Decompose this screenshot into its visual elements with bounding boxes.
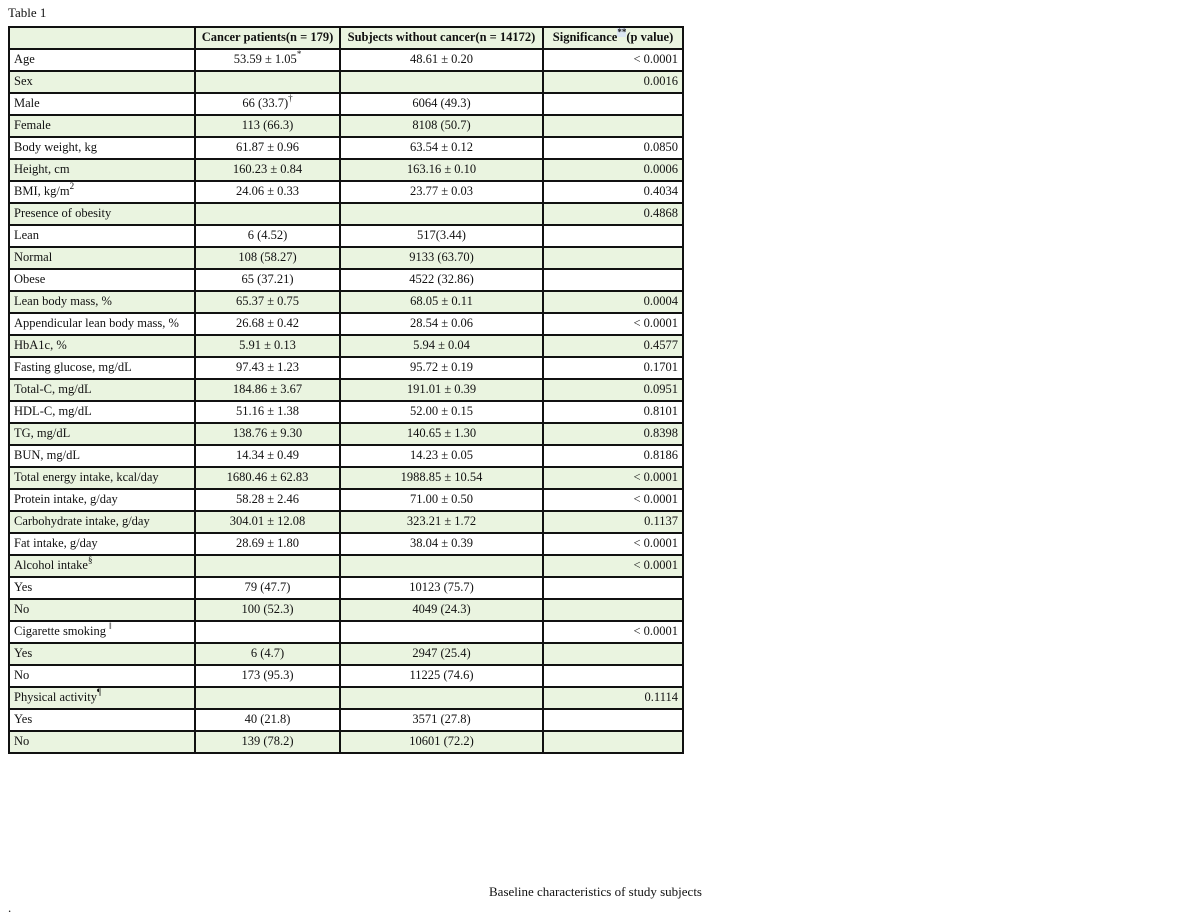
without-cancer-cell: 163.16 ± 0.10	[340, 159, 543, 181]
p-value-cell: 0.1114	[543, 687, 683, 709]
cancer-patients-cell	[195, 115, 340, 137]
row-label-footnote-mark: §	[87, 555, 93, 565]
table-row	[9, 313, 683, 335]
p-value-cell: 0.0004	[543, 291, 683, 313]
p-value-cell	[543, 247, 683, 269]
cancer-patients-value: 53.59 ± 1.05	[233, 52, 297, 66]
row-label: Height, cm	[14, 162, 70, 176]
table-row	[9, 533, 683, 555]
row-label: Physical activity	[14, 690, 97, 704]
p-value-cell: < 0.0001	[543, 489, 683, 511]
cancer-patients-cell	[195, 511, 340, 533]
row-label: Carbohydrate intake, g/day	[14, 514, 150, 528]
header-row	[9, 27, 683, 49]
row-label-cell	[9, 511, 195, 533]
p-value-cell	[543, 643, 683, 665]
row-label: Protein intake, g/day	[14, 492, 118, 506]
row-label: Obese	[14, 272, 46, 286]
p-value-cell: 0.1137	[543, 511, 683, 533]
row-label: Appendicular lean body mass, %	[14, 316, 179, 330]
row-label: Age	[14, 52, 35, 66]
row-label-cell	[9, 687, 195, 709]
p-value-cell	[543, 709, 683, 731]
table-row	[9, 49, 683, 71]
row-label: Presence of obesity	[14, 206, 112, 220]
cancer-patients-cell	[195, 49, 340, 71]
footer-mark: .	[8, 900, 12, 915]
row-label-cell	[9, 445, 195, 467]
without-cancer-cell: 6064 (49.3)	[340, 93, 543, 115]
cancer-patients-cell	[195, 401, 340, 423]
row-label: Male	[14, 96, 40, 110]
without-cancer-cell: 9133 (63.70)	[340, 247, 543, 269]
cancer-patients-value: 5.91 ± 0.13	[239, 338, 296, 352]
table-row	[9, 731, 683, 753]
row-label-cell	[9, 137, 195, 159]
cancer-patients-footnote-mark: *	[296, 49, 302, 59]
cancer-patients-value: 65 (37.21)	[241, 272, 294, 286]
header-subjects-without-cancer: Subjects without cancer(n = 14172)	[340, 27, 543, 49]
row-label: No	[14, 602, 30, 616]
without-cancer-cell: 5.94 ± 0.04	[340, 335, 543, 357]
without-cancer-cell: 140.65 ± 1.30	[340, 423, 543, 445]
table-row	[9, 445, 683, 467]
without-cancer-cell: 52.00 ± 0.15	[340, 401, 543, 423]
table-row	[9, 71, 683, 93]
row-label-cell	[9, 269, 195, 291]
without-cancer-cell	[340, 71, 543, 93]
table-row	[9, 203, 683, 225]
row-label-footnote-mark: ‖	[109, 621, 112, 631]
cancer-patients-cell	[195, 379, 340, 401]
table-row	[9, 247, 683, 269]
p-value-cell: < 0.0001	[543, 467, 683, 489]
row-label-cell	[9, 665, 195, 687]
row-label: BUN, mg/dL	[14, 448, 80, 462]
p-value-cell: < 0.0001	[543, 621, 683, 643]
without-cancer-cell: 1988.85 ± 10.54	[340, 467, 543, 489]
p-value-cell: 0.8398	[543, 423, 683, 445]
table-row	[9, 225, 683, 247]
row-label-cell	[9, 577, 195, 599]
without-cancer-cell: 68.05 ± 0.11	[340, 291, 543, 313]
cancer-patients-value: 304.01 ± 12.08	[229, 514, 306, 528]
cancer-patients-cell	[195, 643, 340, 665]
cancer-patients-cell	[195, 621, 340, 643]
header-significance	[543, 27, 683, 49]
cancer-patients-cell	[195, 181, 340, 203]
p-value-cell	[543, 225, 683, 247]
without-cancer-cell: 71.00 ± 0.50	[340, 489, 543, 511]
without-cancer-cell: 11225 (74.6)	[340, 665, 543, 687]
row-label-footnote-mark: 2	[69, 181, 75, 191]
row-label-cell	[9, 731, 195, 753]
cancer-patients-cell	[195, 423, 340, 445]
row-label-cell	[9, 709, 195, 731]
without-cancer-cell: 63.54 ± 0.12	[340, 137, 543, 159]
table-row	[9, 665, 683, 687]
cancer-patients-cell	[195, 709, 340, 731]
without-cancer-cell	[340, 203, 543, 225]
without-cancer-cell	[340, 555, 543, 577]
without-cancer-cell: 517(3.44)	[340, 225, 543, 247]
cancer-patients-value: 113 (66.3)	[241, 118, 294, 132]
cancer-patients-cell	[195, 71, 340, 93]
cancer-patients-cell	[195, 137, 340, 159]
cancer-patients-cell	[195, 687, 340, 709]
row-label: Sex	[14, 74, 33, 88]
p-value-cell: 0.0850	[543, 137, 683, 159]
table-row	[9, 357, 683, 379]
header-significance-mark: **	[617, 27, 627, 37]
without-cancer-cell: 10123 (75.7)	[340, 577, 543, 599]
p-value-cell: 0.4577	[543, 335, 683, 357]
p-value-cell: 0.0951	[543, 379, 683, 401]
p-value-cell: 0.8186	[543, 445, 683, 467]
row-label-cell	[9, 643, 195, 665]
table-row	[9, 269, 683, 291]
row-label: TG, mg/dL	[14, 426, 71, 440]
p-value-cell	[543, 115, 683, 137]
cancer-patients-cell	[195, 467, 340, 489]
without-cancer-cell	[340, 687, 543, 709]
row-label-cell	[9, 313, 195, 335]
table-row	[9, 709, 683, 731]
row-label: Fasting glucose, mg/dL	[14, 360, 132, 374]
row-label-cell	[9, 247, 195, 269]
row-label: Alcohol intake	[14, 558, 88, 572]
cancer-patients-cell	[195, 269, 340, 291]
cancer-patients-value: 138.76 ± 9.30	[232, 426, 303, 440]
p-value-cell	[543, 269, 683, 291]
p-value-cell: < 0.0001	[543, 49, 683, 71]
row-label-cell	[9, 489, 195, 511]
row-label: Yes	[14, 712, 33, 726]
without-cancer-cell: 14.23 ± 0.05	[340, 445, 543, 467]
without-cancer-cell: 3571 (27.8)	[340, 709, 543, 731]
table-row	[9, 159, 683, 181]
cancer-patients-value: 26.68 ± 0.42	[235, 316, 300, 330]
row-label-cell	[9, 379, 195, 401]
table-row	[9, 181, 683, 203]
table-row	[9, 555, 683, 577]
row-label: BMI, kg/m	[14, 184, 70, 198]
cancer-patients-cell	[195, 489, 340, 511]
p-value-cell: 0.8101	[543, 401, 683, 423]
row-label-cell	[9, 621, 195, 643]
cancer-patients-value: 24.06 ± 0.33	[235, 184, 300, 198]
cancer-patients-cell	[195, 225, 340, 247]
row-label-cell	[9, 533, 195, 555]
without-cancer-cell: 323.21 ± 1.72	[340, 511, 543, 533]
row-label: HDL-C, mg/dL	[14, 404, 92, 418]
p-value-cell: 0.4868	[543, 203, 683, 225]
p-value-cell: < 0.0001	[543, 313, 683, 335]
table-body	[9, 49, 683, 753]
row-label-cell	[9, 225, 195, 247]
cancer-patients-cell	[195, 203, 340, 225]
row-label-cell	[9, 467, 195, 489]
row-label: Body weight, kg	[14, 140, 97, 154]
cancer-patients-cell	[195, 335, 340, 357]
table-row	[9, 379, 683, 401]
row-label-cell	[9, 49, 195, 71]
cancer-patients-cell	[195, 247, 340, 269]
p-value-cell: 0.0016	[543, 71, 683, 93]
cancer-patients-cell	[195, 313, 340, 335]
without-cancer-cell: 10601 (72.2)	[340, 731, 543, 753]
cancer-patients-value: 40 (21.8)	[244, 712, 291, 726]
cancer-patients-value: 66 (33.7)	[242, 96, 289, 110]
p-value-cell	[543, 93, 683, 115]
baseline-characteristics-table	[8, 26, 684, 754]
cancer-patients-value: 14.34 ± 0.49	[235, 448, 300, 462]
without-cancer-cell: 4522 (32.86)	[340, 269, 543, 291]
header-variable	[9, 27, 195, 49]
row-label: Lean body mass, %	[14, 294, 112, 308]
row-label-cell	[9, 335, 195, 357]
row-label: Normal	[14, 250, 53, 264]
cancer-patients-cell	[195, 731, 340, 753]
table-row	[9, 489, 683, 511]
without-cancer-cell: 95.72 ± 0.19	[340, 357, 543, 379]
table-row	[9, 599, 683, 621]
p-value-cell: 0.0006	[543, 159, 683, 181]
row-label: Lean	[14, 228, 39, 242]
row-label-cell	[9, 555, 195, 577]
row-label-cell	[9, 291, 195, 313]
p-value-cell	[543, 665, 683, 687]
cancer-patients-value: 58.28 ± 2.46	[235, 492, 300, 506]
row-label-cell	[9, 401, 195, 423]
cancer-patients-cell	[195, 555, 340, 577]
table-row	[9, 93, 683, 115]
row-label-cell	[9, 159, 195, 181]
without-cancer-cell: 23.77 ± 0.03	[340, 181, 543, 203]
without-cancer-cell: 38.04 ± 0.39	[340, 533, 543, 555]
row-label: Fat intake, g/day	[14, 536, 98, 550]
cancer-patients-cell	[195, 577, 340, 599]
row-label-cell	[9, 93, 195, 115]
cancer-patients-cell	[195, 599, 340, 621]
table-row	[9, 335, 683, 357]
row-label-cell	[9, 203, 195, 225]
header-significance-text: Significance	[552, 30, 618, 44]
without-cancer-cell: 28.54 ± 0.06	[340, 313, 543, 335]
cancer-patients-value: 160.23 ± 0.84	[232, 162, 303, 176]
row-label: Yes	[14, 646, 33, 660]
row-label-cell	[9, 181, 195, 203]
table-row	[9, 423, 683, 445]
row-label-footnote-mark: ¶	[96, 687, 102, 697]
table-caption: Baseline characteristics of study subjects	[489, 884, 702, 899]
p-value-cell: 0.4034	[543, 181, 683, 203]
p-value-cell	[543, 577, 683, 599]
cancer-patients-cell	[195, 533, 340, 555]
row-label-cell	[9, 423, 195, 445]
table-row	[9, 643, 683, 665]
row-label: Female	[14, 118, 51, 132]
without-cancer-cell: 48.61 ± 0.20	[340, 49, 543, 71]
cancer-patients-cell	[195, 159, 340, 181]
table-row	[9, 621, 683, 643]
without-cancer-cell: 8108 (50.7)	[340, 115, 543, 137]
without-cancer-cell: 191.01 ± 0.39	[340, 379, 543, 401]
table-row	[9, 137, 683, 159]
header-cancer-patients: Cancer patients(n = 179)	[195, 27, 340, 49]
row-label: No	[14, 668, 30, 682]
row-label: HbA1c, %	[14, 338, 67, 352]
cancer-patients-value: 184.86 ± 3.67	[232, 382, 303, 396]
cancer-patients-value: 1680.46 ± 62.83	[226, 470, 309, 484]
cancer-patients-value: 28.69 ± 1.80	[235, 536, 300, 550]
cancer-patients-value: 51.16 ± 1.38	[235, 404, 300, 418]
table-row	[9, 291, 683, 313]
row-label-cell	[9, 115, 195, 137]
cancer-patients-value: 100 (52.3)	[241, 602, 294, 616]
row-label-cell	[9, 599, 195, 621]
row-label: Total-C, mg/dL	[14, 382, 92, 396]
row-label: Total energy intake, kcal/day	[14, 470, 159, 484]
row-label-cell	[9, 357, 195, 379]
p-value-cell: 0.1701	[543, 357, 683, 379]
cancer-patients-cell	[195, 93, 340, 115]
p-value-cell: < 0.0001	[543, 533, 683, 555]
without-cancer-cell	[340, 621, 543, 643]
cancer-patients-cell	[195, 445, 340, 467]
without-cancer-cell: 4049 (24.3)	[340, 599, 543, 621]
cancer-patients-footnote-mark: †	[288, 93, 293, 103]
row-label-cell	[9, 71, 195, 93]
p-value-cell: < 0.0001	[543, 555, 683, 577]
cancer-patients-value: 79 (47.7)	[244, 580, 291, 594]
table-row	[9, 511, 683, 533]
header-significance-tail: (p value)	[626, 30, 674, 44]
cancer-patients-cell	[195, 357, 340, 379]
row-label: Yes	[14, 580, 33, 594]
cancer-patients-value: 139 (78.2)	[241, 734, 294, 748]
cancer-patients-value: 61.87 ± 0.96	[235, 140, 300, 154]
table-row	[9, 577, 683, 599]
table-row	[9, 467, 683, 489]
table-row	[9, 687, 683, 709]
row-label: Cigarette smoking	[14, 624, 110, 638]
cancer-patients-value: 6 (4.52)	[247, 228, 288, 242]
table-row	[9, 401, 683, 423]
cancer-patients-value: 108 (58.27)	[238, 250, 297, 264]
row-label: No	[14, 734, 30, 748]
cancer-patients-value: 97.43 ± 1.23	[235, 360, 300, 374]
without-cancer-cell: 2947 (25.4)	[340, 643, 543, 665]
table-label: Table 1	[8, 5, 47, 20]
cancer-patients-value: 173 (95.3)	[241, 668, 294, 682]
table-row	[9, 115, 683, 137]
cancer-patients-value: 6 (4.7)	[250, 646, 285, 660]
cancer-patients-cell	[195, 665, 340, 687]
cancer-patients-cell	[195, 291, 340, 313]
cancer-patients-value: 65.37 ± 0.75	[235, 294, 300, 308]
p-value-cell	[543, 731, 683, 753]
p-value-cell	[543, 599, 683, 621]
